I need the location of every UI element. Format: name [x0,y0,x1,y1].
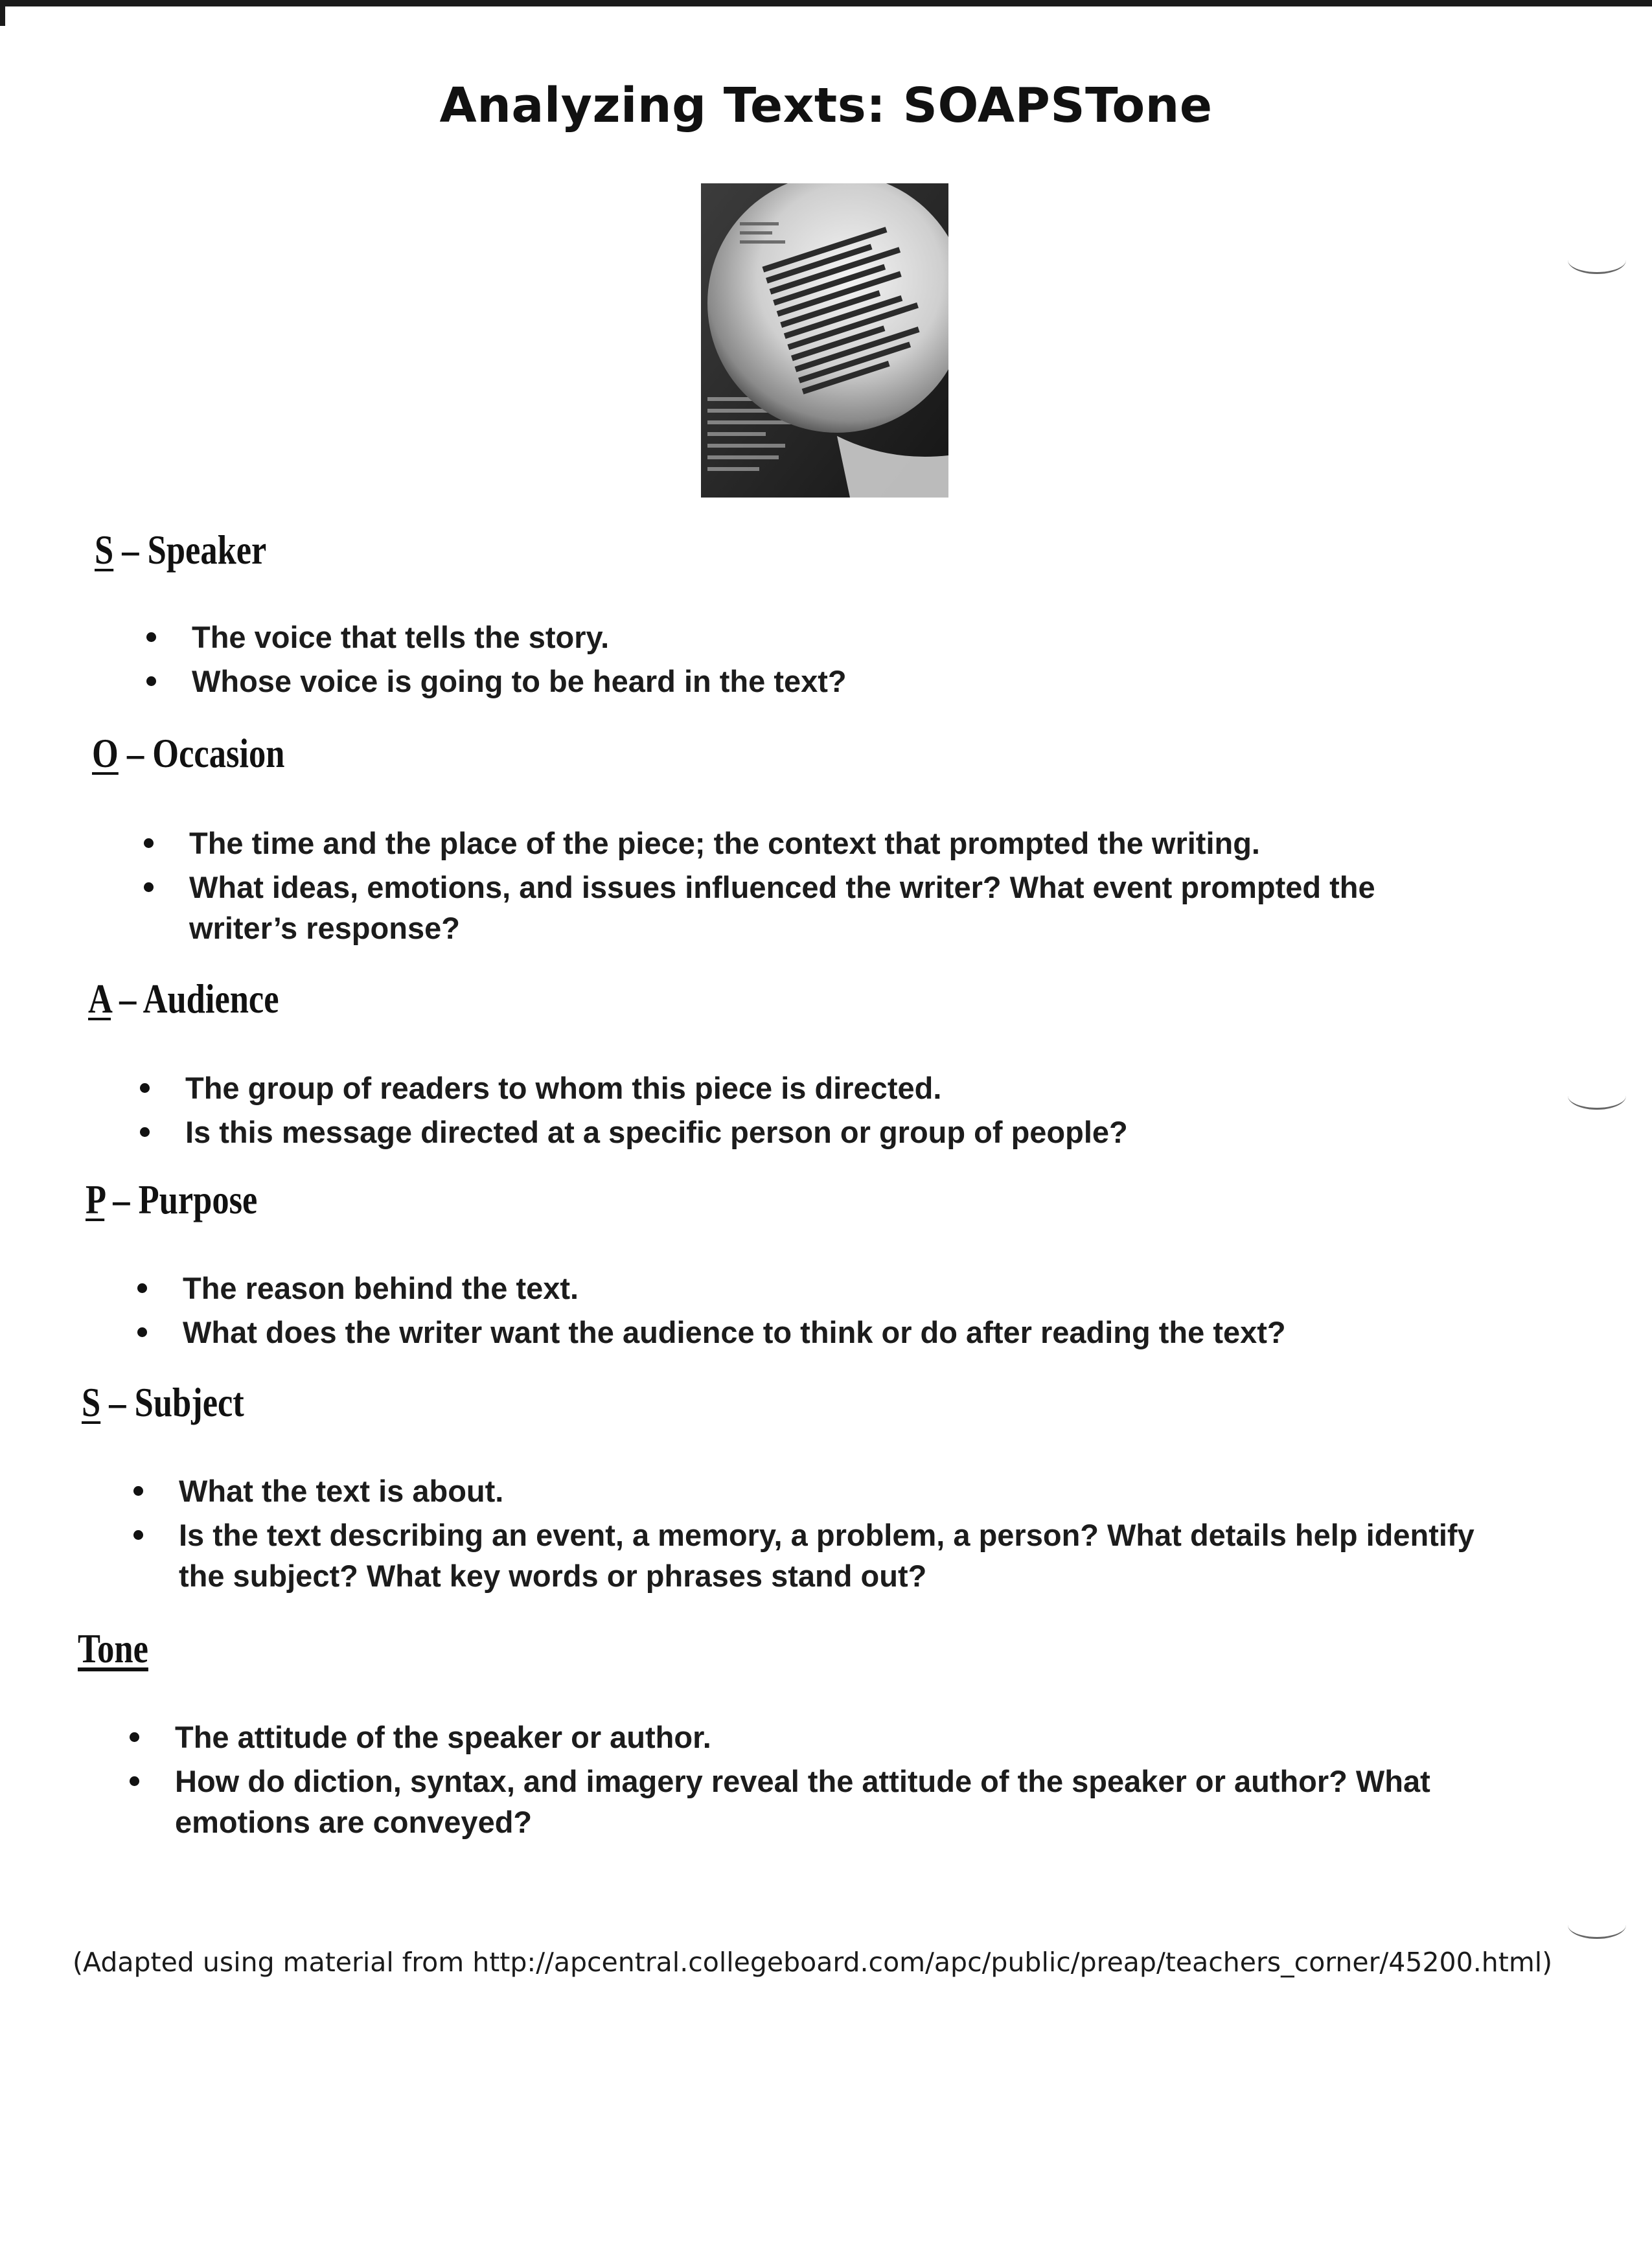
subject-bullet-list [179,1471,1474,1599]
section-label: – Speaker [113,527,267,573]
list-item: Is the text describing an event, a memory, a problem, a person? What details help identify the subject? What key words or phrases stand out? [179,1515,1474,1596]
list-item: How do diction, syntax, and imagery reveal the attitude of the speaker or author? What emotions are conveyed? [175,1761,1535,1842]
list-item: The reason behind the text. [183,1268,1576,1309]
section-heading-tone [78,1625,148,1673]
section-heading-speaker [95,526,266,574]
section-key: S [82,1379,101,1425]
section-label: – Purpose [104,1176,258,1222]
list-item: What the text is about. [179,1471,1474,1511]
section-key: A [88,976,111,1022]
audience-bullet-list [185,1068,1546,1156]
section-heading-purpose [86,1176,257,1224]
page-title: Analyzing Texts: SOAPSTone [439,78,1213,133]
section-key: Tone [78,1625,148,1671]
section-key: S [95,527,114,573]
section-label: – Occasion [118,730,285,776]
footer-citation: (Adapted using material from http://apcentral.collegeboard.com/apc/public/preap/teachers_corner/45200.html) [73,1947,1553,1978]
section-heading-occasion [92,729,284,777]
punch-hole-mark [1568,246,1626,274]
section-key: O [92,730,119,776]
purpose-bullet-list [183,1268,1576,1356]
list-item: What ideas, emotions, and issues influenced the writer? What event prompted the writer’s response? [189,867,1485,948]
section-heading-subject [82,1379,244,1426]
punch-hole-mark [1568,1911,1626,1939]
list-item: The time and the place of the piece; the context that prompted the writing. [189,823,1485,864]
section-label: – Audience [111,976,279,1022]
occasion-bullet-list [189,823,1485,952]
scan-top-edge [0,0,1652,6]
section-key: P [86,1176,105,1222]
list-item: Is this message directed at a specific person or group of people? [185,1112,1546,1152]
section-label: – Subject [100,1379,244,1425]
speaker-bullet-list [192,617,1552,705]
list-item: Whose voice is going to be heard in the text? [192,661,1552,702]
list-item: The attitude of the speaker or author. [175,1717,1535,1758]
section-heading-audience [88,975,279,1023]
scan-left-edge [0,0,5,26]
magnifying-glass-photo [701,183,948,498]
list-item: The group of readers to whom this piece is directed. [185,1068,1546,1108]
list-item: What does the writer want the audience to think or do after reading the text? [183,1312,1576,1353]
punch-hole-mark [1568,1082,1626,1110]
list-item: The voice that tells the story. [192,617,1552,658]
tone-bullet-list [175,1717,1535,1846]
